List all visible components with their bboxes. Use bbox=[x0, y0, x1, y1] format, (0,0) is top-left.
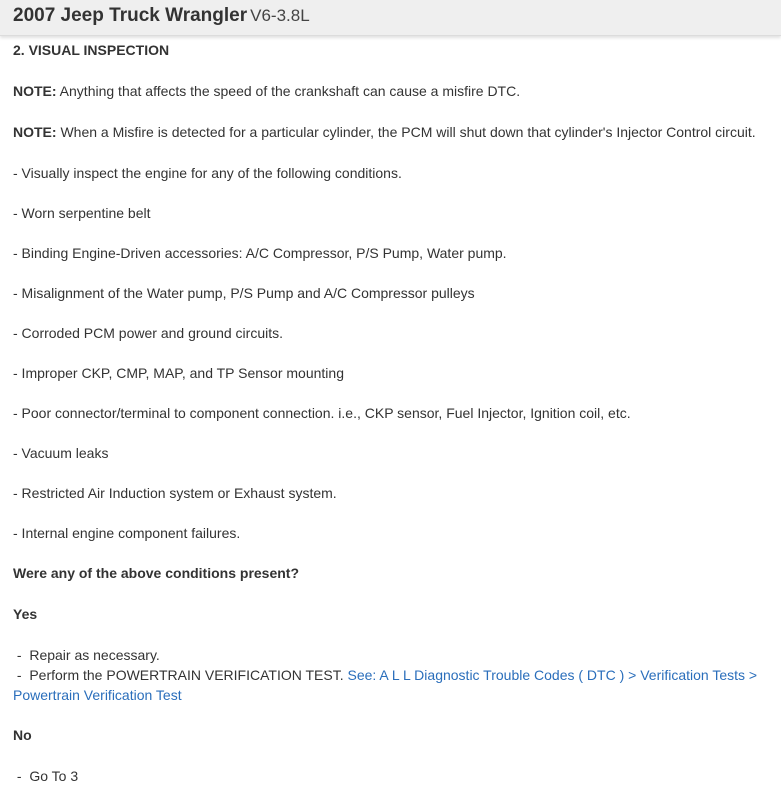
list-item: - Corroded PCM power and ground circuits. bbox=[13, 325, 284, 341]
note-label: NOTE: bbox=[13, 124, 57, 140]
note-label: NOTE: bbox=[13, 83, 57, 99]
note-text: Anything that affects the speed of the crankshaft can cause a misfire DTC. bbox=[56, 83, 521, 99]
verification-test-link[interactable]: See: A L L Diagnostic Trouble Codes ( DTC ) > Verification Tests > bbox=[347, 667, 758, 683]
vehicle-name: 2007 Jeep Truck Wrangler bbox=[13, 5, 248, 26]
list-item: - Visually inspect the engine for any of the following conditions. bbox=[13, 165, 402, 181]
no-label: No bbox=[13, 727, 32, 743]
list-item: - Poor connector/terminal to component connection. i.e., CKP sensor, Fuel Injector, Ignition coil, etc. bbox=[13, 405, 631, 421]
page-header bbox=[0, 0, 781, 36]
engine-label: V6-3.8L bbox=[250, 6, 310, 25]
yes-step-verify bbox=[13, 666, 757, 684]
question: Were any of the above conditions present? bbox=[13, 565, 300, 581]
list-item: - Worn serpentine belt bbox=[13, 205, 151, 221]
list-item: - Internal engine component failures. bbox=[13, 525, 241, 541]
list-item: - Binding Engine-Driven accessories: A/C Compressor, P/S Pump, Water pump. bbox=[13, 245, 507, 261]
verification-test-link-continued[interactable]: Powertrain Verification Test bbox=[13, 687, 182, 703]
yes-label: Yes bbox=[13, 606, 38, 622]
list-item: - Improper CKP, CMP, MAP, and TP Sensor mounting bbox=[13, 365, 344, 381]
no-step-goto: - Go To 3 bbox=[13, 768, 79, 784]
list-item: - Vacuum leaks bbox=[13, 445, 109, 461]
yes-step-repair: - Repair as necessary. bbox=[13, 647, 160, 663]
list-item: - Restricted Air Induction system or Exhaust system. bbox=[13, 485, 337, 501]
note-misfire bbox=[13, 123, 756, 141]
yes-step-verify-text: - Perform the POWERTRAIN VERIFICATION TEST. bbox=[13, 667, 348, 683]
section-title: 2. VISUAL INSPECTION bbox=[13, 42, 170, 58]
note-text: When a Misfire is detected for a particular cylinder, the PCM will shut down that cylinder's Injector Control circuit. bbox=[56, 124, 756, 140]
note-crankshaft bbox=[13, 82, 520, 100]
list-item: - Misalignment of the Water pump, P/S Pump and A/C Compressor pulleys bbox=[13, 285, 475, 301]
vehicle-title bbox=[13, 5, 310, 27]
